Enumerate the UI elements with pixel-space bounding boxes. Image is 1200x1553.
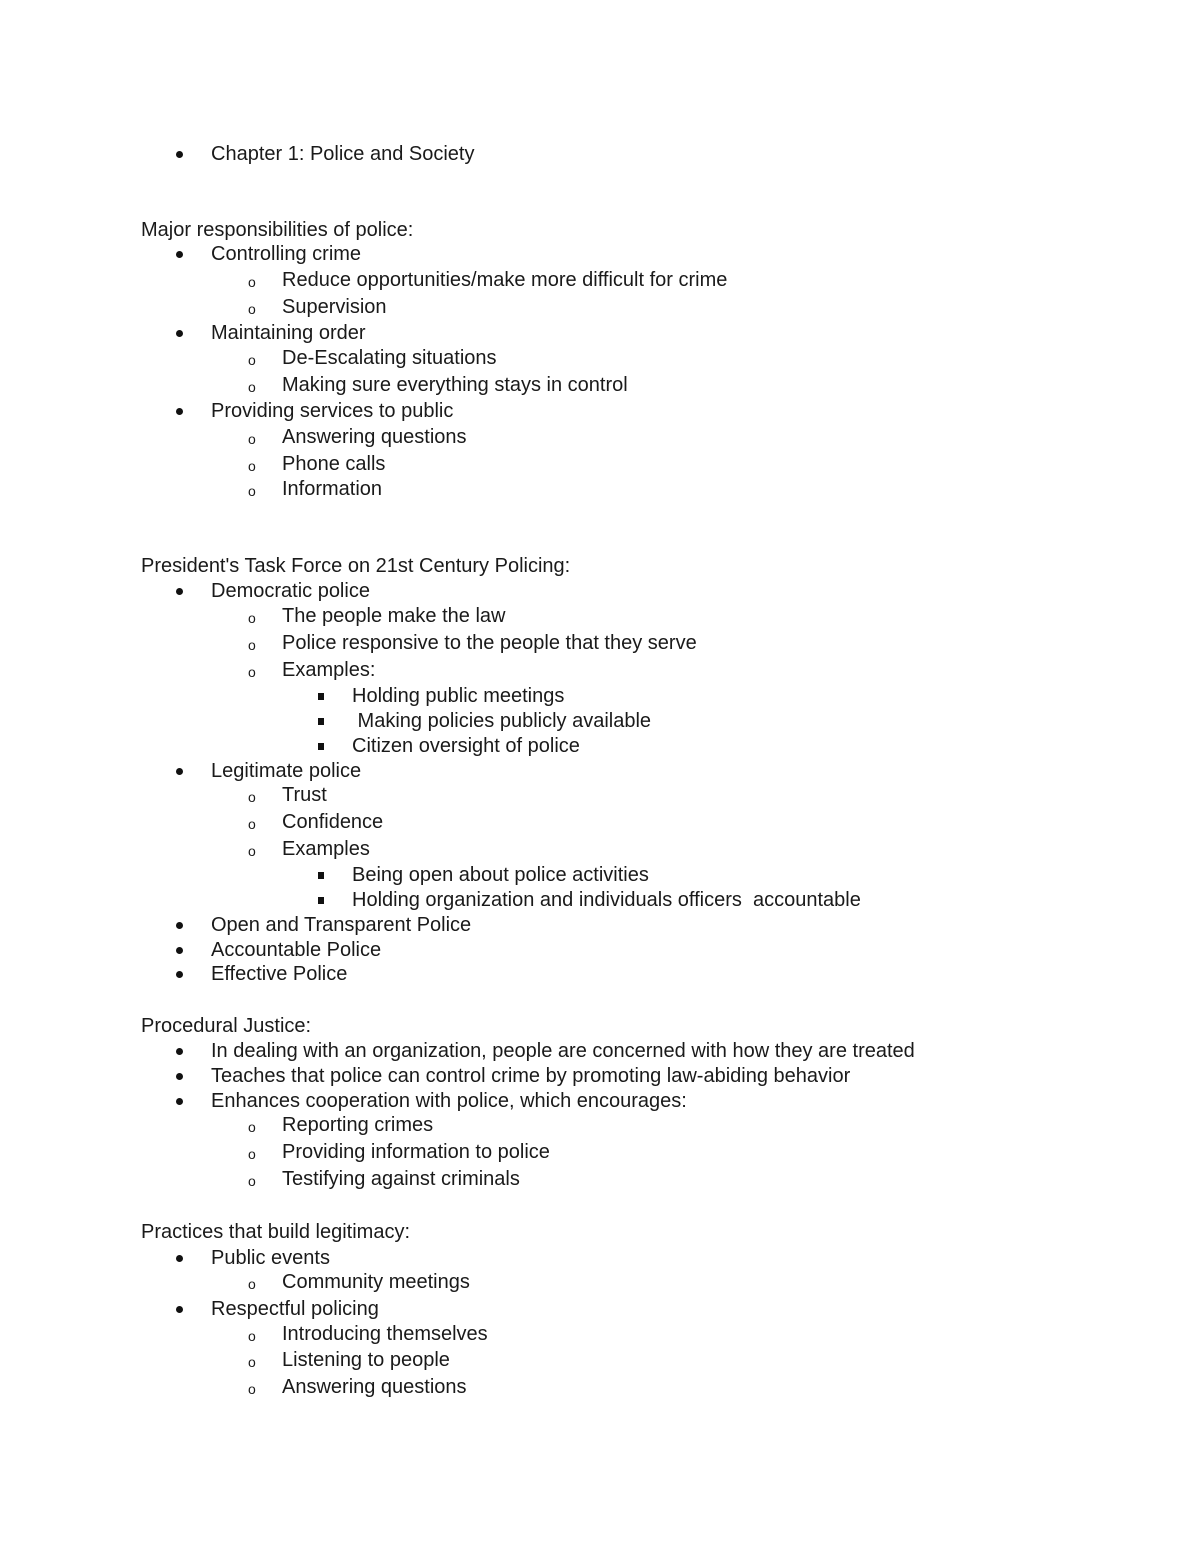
sub-list-item: Police responsive to the people that they serve [282,632,697,654]
list-item: Controlling crime [211,243,362,265]
section-heading: Major responsibilities of police: [141,219,414,241]
bullet-icon [176,408,183,415]
sub-list-item: Providing information to police [282,1141,550,1163]
bullet-icon [176,1306,183,1313]
sub-list-item: Examples: [282,659,376,681]
sub-list-item: De-Escalating situations [282,347,497,369]
square-bullet-icon [318,743,324,750]
bullet-icon [176,251,183,258]
list-item: Effective Police [211,963,348,985]
sub-list-item: Reduce opportunities/make more difficult for crime [282,269,728,291]
circle-bullet-icon: o [248,1328,256,1344]
sub-list-item: Examples [282,838,370,860]
circle-bullet-icon: o [248,352,256,368]
bullet-icon [176,151,183,158]
sub-list-item: Listening to people [282,1349,450,1371]
circle-bullet-icon: o [248,1381,256,1397]
square-bullet-icon [318,718,324,725]
section-heading: President's Task Force on 21st Century Policing: [141,555,571,577]
square-bullet-icon [318,872,324,879]
sub-list-item: Community meetings [282,1271,470,1293]
circle-bullet-icon: o [248,1119,256,1135]
bullet-icon [176,1098,183,1105]
circle-bullet-icon: o [248,1173,256,1189]
bullet-icon [176,971,183,978]
section-heading: Practices that build legitimacy: [141,1221,411,1243]
list-item: Public events [211,1247,330,1269]
list-item: In dealing with an organization, people are concerned with how they are treated [211,1040,915,1062]
circle-bullet-icon: o [248,1146,256,1162]
list-item: Accountable Police [211,939,382,961]
document-title: Chapter 1: Police and Society [211,143,475,165]
list-item: Open and Transparent Police [211,914,472,936]
circle-bullet-icon: o [248,843,256,859]
sub-list-item: Confidence [282,811,384,833]
sub-sub-list-item: Holding organization and individuals officers accountable [352,889,861,911]
bullet-icon [176,588,183,595]
bullet-icon [176,330,183,337]
circle-bullet-icon: o [248,274,256,290]
circle-bullet-icon: o [248,637,256,653]
list-item: Respectful policing [211,1298,379,1320]
square-bullet-icon [318,897,324,904]
circle-bullet-icon: o [248,483,256,499]
circle-bullet-icon: o [248,431,256,447]
bullet-icon [176,768,183,775]
sub-list-item: Answering questions [282,1376,467,1398]
sub-sub-list-item: Being open about police activities [352,864,649,886]
sub-list-item: Answering questions [282,426,467,448]
list-item: Democratic police [211,580,370,602]
sub-list-item: Reporting crimes [282,1114,434,1136]
list-item: Maintaining order [211,322,366,344]
sub-list-item: Trust [282,784,327,806]
bullet-icon [176,947,183,954]
sub-sub-list-item: Holding public meetings [352,685,565,707]
circle-bullet-icon: o [248,816,256,832]
circle-bullet-icon: o [248,379,256,395]
circle-bullet-icon: o [248,1354,256,1370]
circle-bullet-icon: o [248,1276,256,1292]
circle-bullet-icon: o [248,301,256,317]
sub-list-item: The people make the law [282,605,506,627]
section-heading: Procedural Justice: [141,1015,312,1037]
list-item: Teaches that police can control crime by promoting law-abiding behavior [211,1065,851,1087]
sub-list-item: Testifying against criminals [282,1168,520,1190]
circle-bullet-icon: o [248,458,256,474]
circle-bullet-icon: o [248,610,256,626]
sub-list-item: Phone calls [282,453,386,475]
sub-list-item: Supervision [282,296,387,318]
circle-bullet-icon: o [248,664,256,680]
bullet-icon [176,1073,183,1080]
bullet-icon [176,1255,183,1262]
list-item: Legitimate police [211,760,362,782]
list-item: Providing services to public [211,400,454,422]
sub-list-item: Introducing themselves [282,1323,488,1345]
sub-list-item: Information [282,478,383,500]
bullet-icon [176,922,183,929]
sub-sub-list-item: Citizen oversight of police [352,735,580,757]
square-bullet-icon [318,693,324,700]
sub-sub-list-item: Making policies publicly available [352,710,652,732]
sub-list-item: Making sure everything stays in control [282,374,628,396]
bullet-icon [176,1048,183,1055]
circle-bullet-icon: o [248,789,256,805]
list-item: Enhances cooperation with police, which encourages: [211,1090,687,1112]
